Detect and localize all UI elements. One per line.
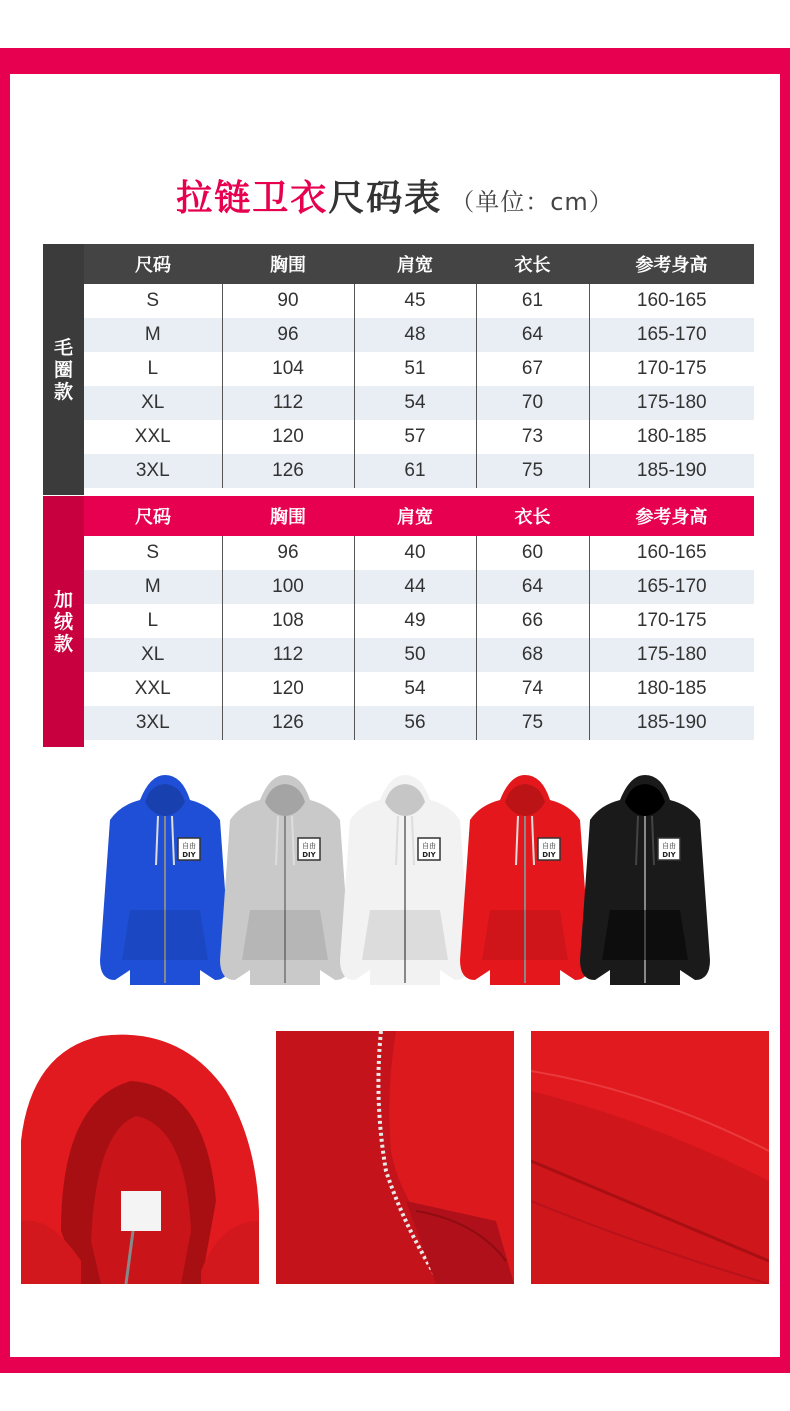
table-cell: 126: [222, 454, 354, 488]
table-cell: 64: [476, 570, 589, 604]
table-cell: 175-180: [589, 386, 754, 420]
table-row: [84, 604, 754, 638]
table-cell: 180-185: [636, 426, 707, 447]
table-cell: 57: [354, 420, 476, 454]
table-cell: 66: [476, 604, 589, 638]
hoodie-logo-line1: 自由: [662, 842, 676, 850]
hoodie-logo-line2: DIY: [422, 851, 436, 859]
title-accent: 拉链卫衣: [176, 178, 329, 219]
side-label-char: 加: [53, 588, 73, 611]
table-cell: M: [84, 318, 222, 352]
hoodie-logo-line1: 自由: [542, 842, 556, 850]
table-cell: XL: [84, 386, 222, 420]
page-title: [0, 170, 790, 221]
table-cell: 170-175: [636, 610, 707, 631]
side-label-char: 毛: [53, 336, 73, 359]
table-row: [84, 352, 754, 386]
table-cell: 51: [354, 352, 476, 386]
table-cell: S: [84, 284, 222, 318]
column-header: 肩宽: [354, 496, 476, 536]
size-table: [84, 496, 754, 740]
table-header-row: [84, 244, 754, 284]
table-cell: 40: [354, 536, 476, 570]
table-cell: 160-165: [636, 290, 707, 311]
table-cell: 60: [476, 536, 589, 570]
table-cell: 68: [476, 638, 589, 672]
fabric-detail-photo: [531, 1031, 769, 1284]
hoodie-logo-line1: 自由: [302, 842, 316, 850]
hoodie-logo-line2: DIY: [302, 851, 316, 859]
table-row: [84, 638, 754, 672]
table-cell: 44: [354, 570, 476, 604]
table-cell: 49: [354, 604, 476, 638]
table-cell: 112: [222, 386, 354, 420]
column-header: 尺码: [84, 244, 222, 284]
table-row: [84, 706, 754, 740]
side-label-char: 款: [53, 380, 73, 403]
title-unit: （单位：cm）: [450, 188, 614, 216]
table-row: [84, 386, 754, 420]
table-cell: L: [84, 352, 222, 386]
table-cell: 120: [222, 672, 354, 706]
table-cell: 75: [476, 454, 589, 488]
table-side-label: [43, 244, 84, 495]
hoodie-logo-line1: 自由: [422, 842, 436, 850]
column-header: 胸围: [222, 496, 354, 536]
table-row: [84, 672, 754, 706]
size-table: [84, 244, 754, 488]
side-label-char: 款: [53, 632, 73, 655]
size-table-fleece-loop: [43, 244, 754, 495]
hoodie-logo-line2: DIY: [182, 851, 196, 859]
table-cell: 64: [476, 318, 589, 352]
table-cell: 3XL: [84, 706, 222, 740]
table-cell: 185-190: [589, 706, 754, 740]
table-cell: 54: [354, 672, 476, 706]
column-header: 参考身高: [589, 496, 754, 536]
zipper-pocket-detail-photo: [276, 1031, 514, 1284]
table-cell: 160-165: [636, 542, 707, 563]
hoodie-color-lineup: [95, 770, 735, 990]
table-cell: XL: [84, 638, 222, 672]
table-cell: XXL: [84, 420, 222, 454]
table-cell: S: [84, 536, 222, 570]
table-cell: 170-175: [636, 358, 707, 379]
table-cell: 126: [222, 706, 354, 740]
side-label-char: 绒: [53, 610, 73, 633]
hood-detail-photo: [21, 1031, 259, 1284]
table-cell: 61: [354, 454, 476, 488]
hoodie-logo-line2: DIY: [662, 851, 676, 859]
side-label-char: 圈: [53, 358, 73, 381]
table-cell: 165-170: [589, 570, 754, 604]
table-cell: 3XL: [84, 454, 222, 488]
column-header: 衣长: [476, 496, 589, 536]
title-main: 尺码表: [328, 178, 443, 219]
column-header: 参考身高: [589, 244, 754, 284]
table-cell: 100: [222, 570, 354, 604]
table-cell: 185-190: [589, 454, 754, 488]
table-cell: 90: [222, 284, 354, 318]
column-header: 衣长: [476, 244, 589, 284]
table-cell: 73: [476, 420, 589, 454]
table-cell: 175-180: [589, 638, 754, 672]
table-cell: 104: [222, 352, 354, 386]
column-header: 胸围: [222, 244, 354, 284]
table-cell: L: [84, 604, 222, 638]
hoodie-logo-line1: 自由: [182, 842, 196, 850]
table-cell: 50: [354, 638, 476, 672]
table-cell: 70: [476, 386, 589, 420]
table-cell: 61: [476, 284, 589, 318]
table-cell: 75: [476, 706, 589, 740]
table-cell: 56: [354, 706, 476, 740]
table-row: [84, 420, 754, 454]
table-cell: 165-170: [589, 318, 754, 352]
table-header-row: [84, 496, 754, 536]
column-header: 肩宽: [354, 244, 476, 284]
table-cell: 45: [354, 284, 476, 318]
size-table-fleece-lined: [43, 496, 754, 747]
table-cell: M: [84, 570, 222, 604]
table-cell: 54: [354, 386, 476, 420]
table-side-label: [43, 496, 84, 747]
hoodie-logo-line2: DIY: [542, 851, 556, 859]
table-cell: 108: [222, 604, 354, 638]
detail-photos: [21, 1031, 769, 1284]
table-cell: 48: [354, 318, 476, 352]
table-row: [84, 318, 754, 352]
table-row: [84, 570, 754, 604]
table-cell: 120: [222, 420, 354, 454]
table-cell: 96: [222, 318, 354, 352]
table-cell: XXL: [84, 672, 222, 706]
table-cell: 67: [476, 352, 589, 386]
table-row: [84, 536, 754, 570]
table-cell: 180-185: [636, 678, 707, 699]
table-row: [84, 454, 754, 488]
table-row: [84, 284, 754, 318]
hoodie-illustration: [570, 770, 720, 990]
table-cell: 96: [222, 536, 354, 570]
table-cell: 112: [222, 638, 354, 672]
column-header: 尺码: [84, 496, 222, 536]
table-cell: 74: [476, 672, 589, 706]
